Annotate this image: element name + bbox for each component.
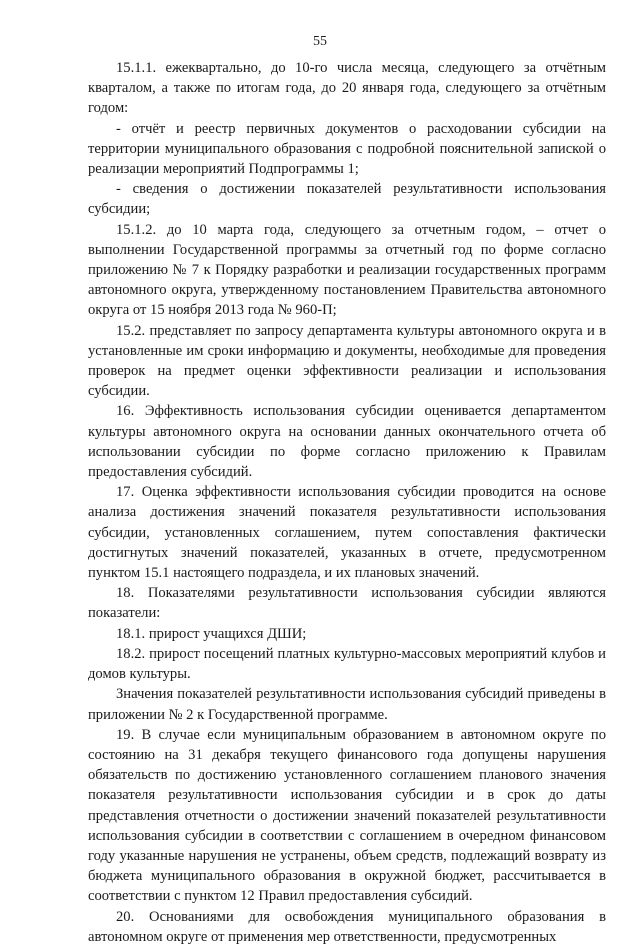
paragraph-17: 17. Оценка эффективности использования субсидии проводится на основе анализа достижения значений показателя результативности использования субсидии, установленных соглашением, путем сопоставления фактически достигнутых значений показателей, указанных в отчете, предусмотренном пунктом 15.1 настоящего подраздела, и их плановых значений. — [88, 484, 606, 582]
paragraph-15-1-2: 15.1.2. до 10 марта года, следующего за отчетным годом, – отчет о выполнении Государственной программы за отчетный год по форме согласно приложению № 7 к Порядку разработки и реализации государственных программ автономного округа, утвержденному постановлением Правительства автономного округа от 15 ноября 2013 года № 960-П; — [88, 221, 606, 319]
paragraph-indicator-values: Значения показателей результативности использования субсидий приведены в приложении № 2 к Государственной программе. — [88, 686, 606, 723]
paragraph-19: 19. В случае если муниципальным образованием в автономном округе по состоянию на 31 декабря текущего финансового года допущены нарушения обязательств по достижению установленного соглашением планового значения показателя результативности использования субсидии и в срок до даты представления отчетности о достижении значений показателей результативности использования субсидии в соответствии с соглашением в очередном финансовом году указанные нарушения не устранены, объем средств, подлежащий возврату из бюджета муниципального образования в окружной бюджет, рассчитывается в соответствии с пунктом 12 Правил предоставления субсидий. — [88, 726, 606, 905]
paragraph-18-1: 18.1. прирост учащихся ДШИ; — [116, 625, 307, 642]
paragraph-15-2: 15.2. представляет по запросу департамента культуры автономного округа и в установленные им сроки информацию и документы, необходимые для проведения проверок на предмет оценки эффективности реализации и использования субсидии. — [88, 322, 606, 400]
paragraph-report-registry: - отчёт и реестр первичных документов о расходовании субсидии на территории муниципального образования с подробной пояснительной запиской о реализации мероприятий Подпрограммы 1; — [88, 120, 606, 178]
paragraph-15-1-1: 15.1.1. ежеквартально, до 10-го числа месяца, следующего за отчётным кварталом, а также по итогам года, до 20 января года, следующего за отчётным годом: — [88, 60, 606, 117]
paragraph-indicator-info: - сведения о достижении показателей результативности использования субсидии; — [88, 181, 606, 218]
paragraph-20: 20. Основаниями для освобождения муниципального образования в автономном округе от применения мер ответственности, предусмотренных — [88, 908, 606, 945]
paragraph-18: 18. Показателями результативности использования субсидии являются показатели: — [88, 585, 606, 622]
paragraph-18-2: 18.2. прирост посещений платных культурно-массовых мероприятий клубов и домов культуры. — [88, 645, 606, 683]
document-body — [88, 58, 606, 947]
paragraph-16: 16. Эффективность использования субсидии оценивается департаментом культуры автономного округа на основании данных окончательного отчета об использовании субсидии по форме согласно приложению к Правилам предоставления субсидий. — [88, 403, 606, 481]
page-number: 55 — [313, 34, 327, 49]
